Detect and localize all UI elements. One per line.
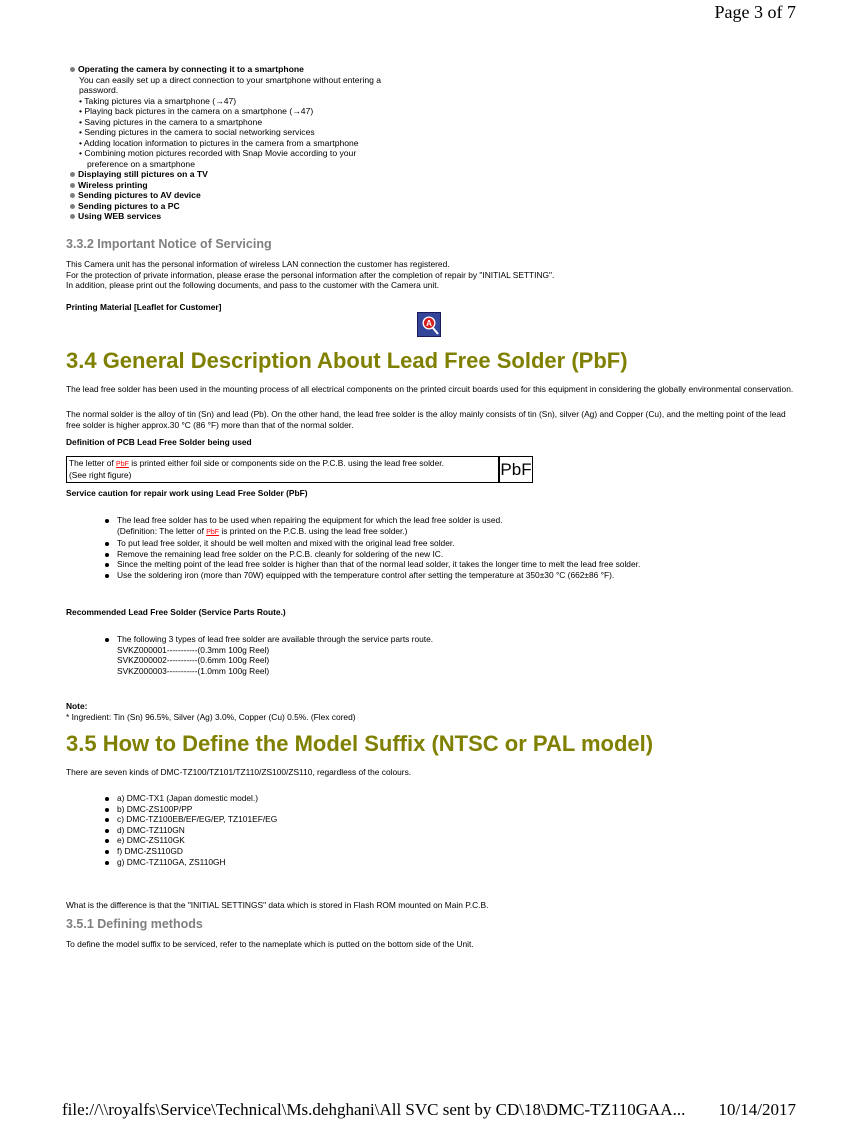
feature-item: Wireless printing	[70, 180, 430, 191]
feature-item: Operating the camera by connecting it to a smartphone	[70, 64, 430, 75]
feature-item: Using WEB services	[70, 211, 430, 222]
solder-para-1: The lead free solder has been used in the mounting process of all electrical components on the printed circuit boards used for this equipment in considering the globally environmental conservation.	[66, 384, 794, 394]
bullet-icon	[70, 183, 75, 188]
servicing-heading: 3.3.2 Important Notice of Servicing	[66, 237, 272, 251]
servicing-text: This Camera unit has the personal information of wireless LAN connection the customer has registered. For the protection of private information, please erase the personal information after the completion of repair by "INITIAL SETTING". In addition, please print out the following documents, and pass to the customer with the Camera unit.	[66, 259, 555, 291]
footer-date: 10/14/2017	[718, 1100, 796, 1119]
note-text: * Ingredient: Tin (Sn) 96.5%, Silver (Ag) 3.0%, Copper (Cu) 0.5%. (Flex cored)	[66, 712, 356, 722]
defining-methods-heading: 3.5.1 Defining methods	[66, 917, 203, 931]
solder-heading: 3.4 General Description About Lead Free Solder (PbF)	[66, 348, 628, 373]
footer-file-path: file://\\royalfs\Service\Technical\Ms.dehghani\All SVC sent by CD\18\DMC-TZ110GAA...	[62, 1100, 686, 1119]
definition-title: Definition of PCB Lead Free Solder being used	[66, 437, 252, 447]
list-item: The following 3 types of lead free solder are available through the service parts route.	[105, 634, 805, 645]
svg-text:A: A	[426, 319, 432, 328]
pbf-mark: PbF	[116, 461, 129, 468]
feature-item: Sending pictures to a PC	[70, 201, 430, 212]
note-title: Note:	[66, 701, 88, 711]
bullet-icon	[70, 214, 75, 219]
pbf-figure: PbF	[499, 456, 533, 483]
list-item: c) DMC-TZ100EB/EF/EG/EP, TZ101EF/EG	[105, 814, 805, 825]
list-item: e) DMC-ZS110GK	[105, 835, 805, 846]
sub-item: • Combining motion pictures recorded with Snap Movie according to your	[79, 148, 357, 158]
solder-para-2: The normal solder is the alloy of tin (Sn) and lead (Pb). On the other hand, the lead free solder is the alloy mainly consists of tin (Sn), silver (Ag) and Copper (Cu), and the melting point of the lead free solder is higher approx.30 °C (86 °F) more than that of the normal solder.	[66, 409, 786, 430]
feature-list	[70, 64, 430, 222]
caution-list	[105, 515, 805, 581]
page-number: Page 3 of 7	[714, 2, 796, 22]
list-item-cont: (Definition: The letter of PbF is printed on the P.C.B. using the lead free solder.)	[117, 525, 408, 536]
list-item: The lead free solder has to be used when repairing the equipment for which the lead free solder is used.	[105, 515, 805, 526]
caution-title: Service caution for repair work using Lead Free Solder (PbF)	[66, 488, 308, 498]
model-list	[105, 793, 805, 867]
bullet-icon	[70, 204, 75, 209]
feature-desc: password.	[79, 85, 119, 95]
feature-item: Displaying still pictures on a TV	[70, 169, 430, 180]
define-text: To define the model suffix to be serviced, refer to the nameplate which is putted on the bottom side of the Unit.	[66, 939, 474, 949]
sub-item: • Sending pictures in the camera to social networking services	[79, 127, 315, 137]
sub-item: • Taking pictures via a smartphone (→47)	[79, 95, 237, 106]
sub-item: • Adding location information to pictures in the camera from a smartphone	[79, 137, 359, 148]
feature-desc: You can easily set up a direct connection to your smartphone without entering a	[79, 74, 382, 85]
list-item: f) DMC-ZS110GD	[105, 846, 805, 857]
list-item: To put lead free solder, it should be well molten and mixed with the original lead free solder.	[105, 538, 805, 549]
list-item: Since the melting point of the lead free solder is higher than that of the normal lead solder, it takes the longer time to melt the lead free solder.	[105, 559, 805, 570]
bullet-icon	[70, 193, 75, 198]
suffix-heading: 3.5 How to Define the Model Suffix (NTSC or PAL model)	[66, 731, 654, 756]
sub-item: • Saving pictures in the camera to a smartphone	[79, 116, 263, 127]
bullet-icon	[70, 172, 75, 177]
list-item: Remove the remaining lead free solder on the P.C.B. cleanly for soldering of the new IC.	[105, 549, 805, 560]
list-item: a) DMC-TX1 (Japan domestic model.)	[105, 793, 805, 804]
printing-material-label: Printing Material [Leaflet for Customer]	[66, 302, 222, 312]
pbf-definition-box: The letter of PbF is printed either foil side or components side on the P.C.B. using the lead free solder. (See right figure)	[66, 456, 499, 483]
list-item: b) DMC-ZS100P/PP	[105, 804, 805, 815]
list-item: d) DMC-TZ110GN	[105, 825, 805, 836]
list-item: Use the soldering iron (more than 70W) equipped with the temperature control after setting the temperature at 350±30 °C (662±86 °F).	[105, 570, 805, 581]
sub-item: • Playing back pictures in the camera on a smartphone (→47)	[79, 106, 314, 116]
recommended-list: The following 3 types of lead free solder are available through the service parts route. SVKZ000001-----------(0.3mm 100g Reel) SVKZ000002-----------(0.6mm 100g Reel) SVKZ000003-----------(1.0mm 100g Reel)	[105, 634, 805, 676]
feature-item: Sending pictures to AV device	[70, 190, 430, 201]
sub-item-cont: preference on a smartphone	[87, 158, 195, 169]
bullet-icon	[70, 67, 75, 72]
list-item: g) DMC-TZ110GA, ZS110GH	[105, 857, 805, 868]
suffix-intro: There are seven kinds of DMC-TZ100/TZ101/TZ110/ZS100/ZS110, regardless of the colours.	[66, 767, 412, 777]
recommended-title: Recommended Lead Free Solder (Service Parts Route.)	[66, 607, 286, 617]
difference-text: What is the difference is that the "INITIAL SETTINGS" data which is stored in Flash ROM mounted on Main P.C.B.	[66, 900, 489, 910]
pdf-document-icon[interactable]	[417, 312, 441, 337]
